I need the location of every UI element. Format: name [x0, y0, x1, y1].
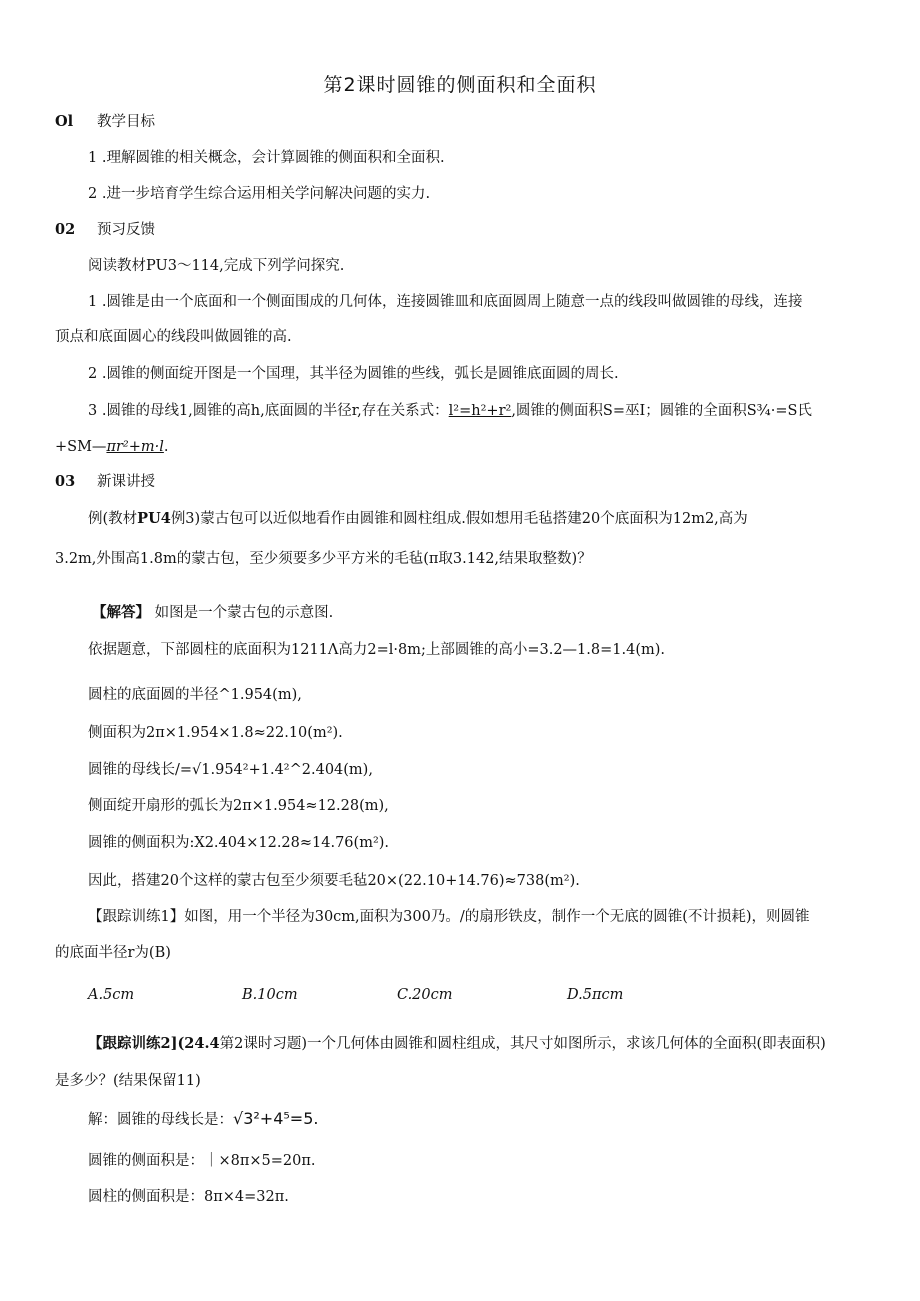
answer-step-1 [88, 1109, 318, 1130]
text: 例3)蒙古包可以近似地看作由圆锥和圆柱组成.假如想用毛毡搭建20个底面积为12m2,高为 [170, 511, 748, 527]
solution-intro [92, 603, 333, 623]
practice-1-line-2: 的底面半径r为(B) [55, 945, 171, 961]
point-2: 2 .圆锥的侧面绽开图是一个国理，其半径为圆锥的些线，弧长是圆锥底面圆的周长. [88, 366, 619, 382]
practice-2-line-1 [88, 1034, 826, 1054]
solution-step-7: 因此，搭建20个这样的蒙古包至少须要毛毡20×(22.10+14.76)≈738(m²). [88, 873, 580, 889]
text: 第2课时习题)一个几何体由圆锥和圆柱组成，其尺寸如图所示，求该几何体的全面积(即表面积) [219, 1036, 826, 1052]
point-3-line-2 [55, 437, 168, 457]
goal-2: 2 .进一步培育学生综合运用相关学问解决问题的实力. [88, 186, 431, 202]
section-label: 预习反馈 [97, 222, 155, 238]
text: 如图是一个蒙古包的示意图. [150, 605, 334, 621]
page-title: 第2课时圆锥的侧面积和全面积 [323, 74, 597, 96]
point-1-line-2: 顶点和底面圆心的线段叫做圆锥的高. [55, 329, 292, 345]
text: ,圆锥的侧面积S=巫I；圆锥的全面积S¾·=S氏 [511, 403, 812, 419]
example-line-2: 3.2m,外围高1.8m的蒙古包，至少须要多少平方米的毛毡(π取3.142,结果取整数)？ [55, 551, 592, 567]
section-number: 02 [55, 221, 76, 238]
solution-step-2: 圆柱的底面圆的半径^1.954(m), [88, 687, 302, 703]
section-number: Ol [55, 113, 74, 130]
section-label: 教学目标 [97, 114, 155, 130]
solution-step-5: 侧面绽开扇形的弧长为2π×1.954≈12.28(m), [88, 798, 389, 814]
text: 3 .圆锥的母线1,圆锥的高h,底面圆的半径r,存在关系式： [88, 403, 449, 419]
formula: πr²+m·l [106, 439, 164, 455]
solution-step-3: 侧面积为2π×1.954×1.8≈22.10(m²). [88, 725, 343, 741]
solution-tag: 【解答】 [92, 604, 150, 621]
section-heading-lesson [55, 472, 155, 492]
goal-1: 1 .理解圆锥的相关概念，会计算圆锥的侧面积和全面积. [88, 150, 445, 166]
option-c: C.20cm [397, 987, 453, 1003]
section-label: 新课讲授 [97, 474, 155, 490]
solution-step-1: 依据题意，下部圆柱的底面积为1211Λ高力2=l·8m;上部圆锥的高小=3.2—1.8=1.4(m). [88, 642, 666, 658]
option-d: D.5πcm [567, 987, 624, 1003]
section-number: 03 [55, 473, 76, 490]
text: 解：圆锥的母线长是： [88, 1112, 233, 1128]
answer-step-3: 圆柱的侧面积是：8π×4=32π. [88, 1189, 289, 1205]
section-heading-preview [55, 220, 155, 240]
solution-step-4: 圆锥的母线长/=√1.954²+1.4²^2.404(m), [88, 762, 373, 778]
reading-instruction: 阅读教材PU3～114,完成下列学问探究. [88, 258, 345, 274]
formula: l²=h²+r² [448, 403, 512, 419]
text: 例(教材 [88, 511, 138, 527]
option-b: B.10cm [242, 987, 298, 1003]
point-3-line-1 [88, 401, 812, 421]
formula: √3²+4⁵=5. [233, 1109, 319, 1128]
example-line-1 [88, 509, 748, 529]
text: 【跟踪训练2](24.4 [88, 1035, 220, 1052]
answer-step-2: 圆锥的侧面积是：｜×8π×5=20π. [88, 1153, 316, 1169]
text: +SM— [55, 439, 107, 455]
practice-2-line-2: 是多少？(结果保留11) [55, 1073, 201, 1089]
text: PU4 [137, 510, 171, 527]
solution-step-6: 圆锥的侧面积为:X2.404×12.28≈14.76(m²). [88, 835, 390, 851]
point-1-line-1: 1 .圆锥是由一个底面和一个侧面围成的几何体，连接圆锥皿和底面圆周上随意一点的线段叫做圆锥的母线，连接 [88, 294, 803, 310]
option-a: A.5cm [88, 987, 135, 1003]
practice-1-line-1: 【跟踪训练1】如图，用一个半径为30cm,面积为300乃。/的扇形铁皮，制作一个无底的圆锥(不计损耗)，则圆锥 [88, 909, 810, 925]
section-heading-goals [55, 112, 155, 132]
text: . [163, 439, 169, 455]
